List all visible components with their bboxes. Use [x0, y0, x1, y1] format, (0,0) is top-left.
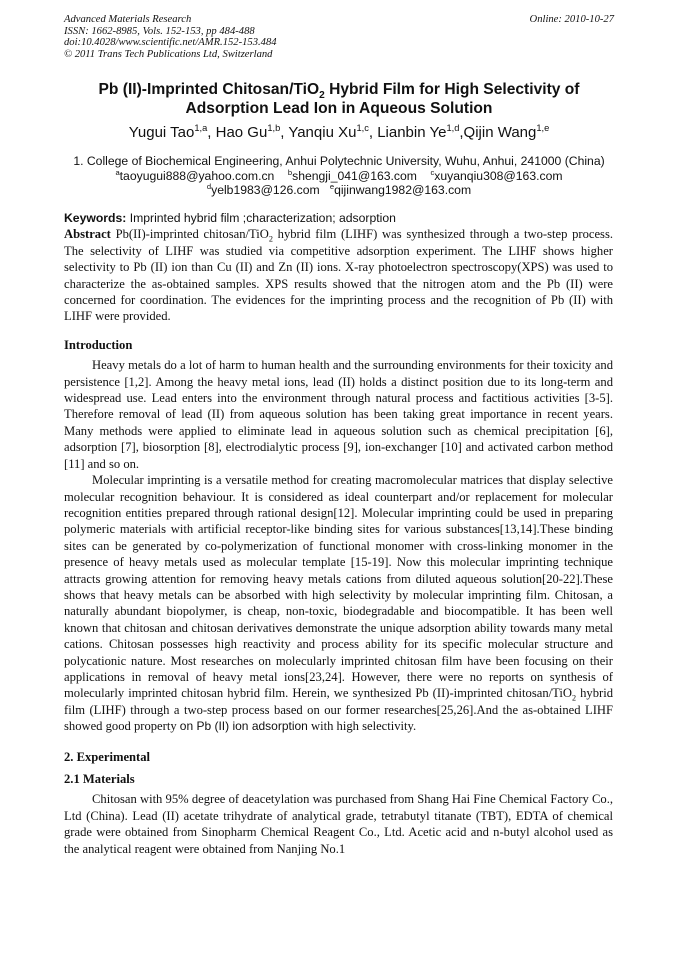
- author: Yugui Tao$^{1,a}$,: [128, 123, 216, 141]
- author: Lianbin Ye$^{1,d}$,: [377, 123, 464, 141]
- online-date: Online: 2010-10-27: [529, 14, 614, 25]
- abstract-label: Abstract: [64, 227, 111, 242]
- paragraph: Molecular imprinting is a versatile method for creating macromolecular matrices that display selective molecular recognition behaviour. It is considered as ideal counterpart and/or replacement for molecular recognition entities prepared through rational design[12]. Molecular imprinting could be used in preparing polymeric materials with artificial receptor-like binding sites for various substances[13,14].These binding sites can be generated by co-polymerization of functional monomer with cross-linking monomer in the presence of heavy metals used as molecular template [15-19]. Now this molecular imprinting technique attracts growing attention for removing heavy metals cations from diluted aqueous solution[20-22].These shows that heavy metals can be absorbed with high selectivity by molecular imprinting film. Chitosan, a naturally abundant biopolymer, is cheap, non-toxic, biodegradable and biocompatible. It has been well known that chitosan and chitosan derivatives demonstrate the unique adsorption ability towards many metal cations. Chitosan possesses high reactivity and process ability for its specific molecular structure and polycationic nature. Most researches on molecularly imprinted chitosan film have been focusing on their applications in removal of heavy metal ions[23,24]. However, there were no reports on synthesis of molecularly imprinted chitosan hybrid film. Herein, we synthesized Pb (II)-imprinted chitosan/TiO$_2$ hybrid film (LIHF) through a two-step process based on our former researches[25,26].And the as-obtained LIHF showed good property on Pb (II) ion adsorption with high selectivity.: [64, 473, 614, 734]
- email: $^e$qijinwang1982@163.com: [329, 181, 472, 197]
- title-line2: Adsorption Lead Ion in Aqueous Solution: [185, 100, 493, 117]
- paragraph: Chitosan with 95% degree of deacetylation was purchased from Shang Hai Fine Chemical Factory Co., Ltd (China). Lead (II) acetate trihydrate of analytical grade, tetrabutyl titanate (TBT), EDTA of chemical grade were obtained from Sinopharm Chemical Reagent Co., Ltd. Acetic acid and n-butyl alcohol used as the analytical reagent were obtained from Nanjing No.1: [64, 792, 613, 856]
- issn: ISSN: 1662-8985, Vols. 152-153, pp 484-488: [64, 25, 255, 37]
- title-text: Hybrid Film for High Selectivity of: [324, 81, 580, 98]
- emails-line1: [40, 169, 638, 184]
- author: Qijin Wang$^{1,e}$: [463, 123, 550, 141]
- affiliation: 1. College of Biochemical Engineering, Anhui Polytechnic University, Wuhu, Anhui, 241000 (China): [73, 154, 605, 168]
- journal-name: Advanced Materials Research: [64, 14, 192, 25]
- doi: doi:10.4028/www.scientific.net/AMR.152-153.484: [64, 37, 277, 49]
- materials-heading: 2.1 Materials: [64, 772, 135, 786]
- author-list: [40, 124, 638, 141]
- copyright: © 2011 Trans Tech Publications Ltd, Switzerland: [64, 48, 273, 60]
- title-sub: 2: [319, 90, 325, 102]
- keywords-label: Keywords:: [64, 211, 127, 225]
- affiliation-block: [40, 154, 638, 198]
- author: Yanqiu Xu$^{1,c}$,: [288, 123, 378, 141]
- paragraph: Heavy metals do a lot of harm to human health and the surrounding environments for their toxicity and persistence [1,2]. Among the heavy metal ions, lead (II) holds a distinct position due to its long-term and widespread use. Lead enters into the environment through natural process and factitious activities [3-5]. Therefore removal of lead (II) from aqueous solution has been taking great importance in recent years. Many methods were applied to eliminate lead in aqueous solution such as chemical precipitation [6], adsorption [7], biosorption [8], electrodialytic process [9], ion-exchanger [10] and activated carbon method [11] and so on.: [64, 358, 613, 471]
- email: $^c$xuyanqiu308@163.com: [430, 167, 563, 183]
- emails-line2: [40, 183, 638, 198]
- author: Hao Gu$^{1,b}$,: [215, 123, 289, 141]
- experimental-heading: 2. Experimental: [64, 749, 151, 764]
- keywords: [64, 210, 613, 226]
- paper-body: [64, 210, 613, 857]
- paper-title: [40, 80, 638, 118]
- email: $^d$yelb1983@126.com: [206, 181, 320, 197]
- email: $^a$taoyugui888@yahoo.com.cn: [115, 167, 275, 183]
- email: $^b$shengji_041@163.com: [287, 167, 417, 183]
- journal-header: [64, 14, 277, 60]
- title-text: Pb (II)-Imprinted Chitosan/TiO: [98, 81, 320, 98]
- keywords-text: Imprinted hybrid film ;characterization; adsorption: [126, 211, 396, 225]
- abstract: Abstract Pb(II)-imprinted chitosan/TiO$_2$ hybrid film (LIHF) was synthesized through a two-step process. The selectivity of LIHF was studied via competitive adsorption experiment. The LIHF shows higher selectivity to Pb (II) ion than Cu (II) and Zn (II) ions. X-ray photoelectron spectroscopy(XPS) was used to characterize the as-obtained samples. XPS results showed that the nitrogen atom and the Pb (II) were concerned for coordination. The evidences for the imprinting process and the recognition of Pb (II) with LIHF were provided.: [64, 227, 613, 324]
- introduction-heading: Introduction: [64, 337, 133, 352]
